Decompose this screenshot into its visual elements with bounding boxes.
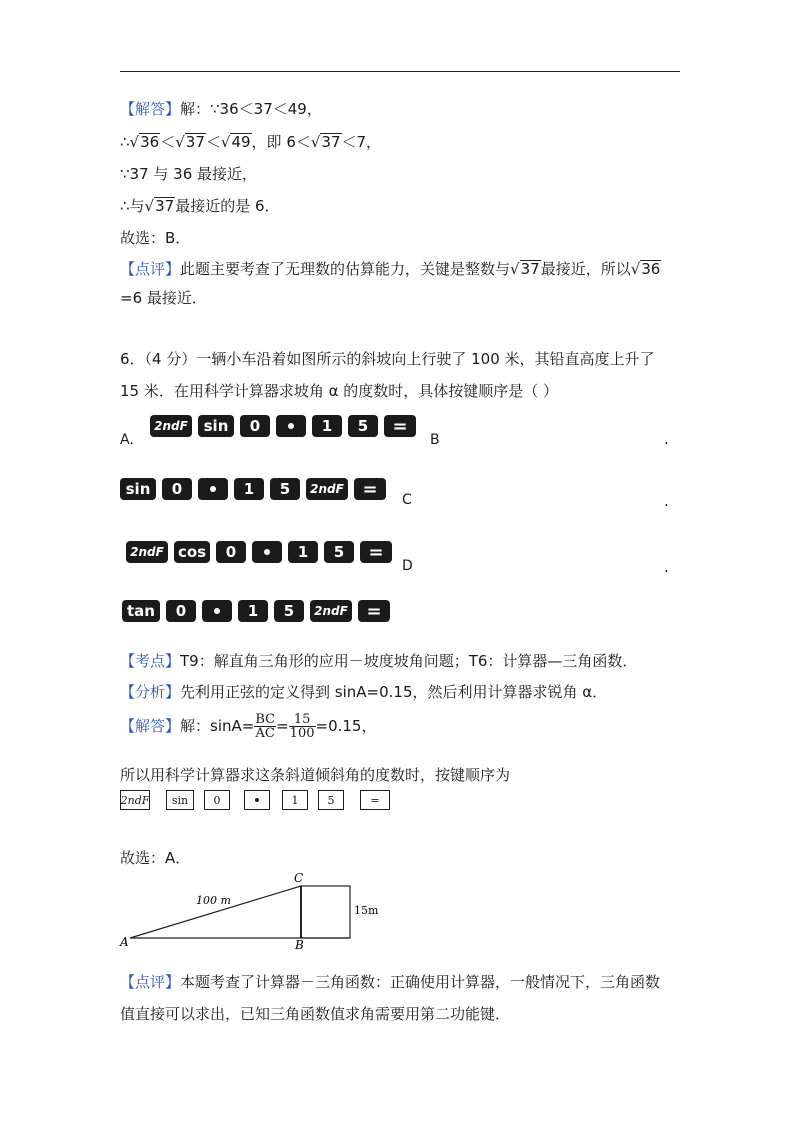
header-rule [120, 71, 680, 72]
key-0: 0 [216, 541, 246, 563]
comment-text: 本题考查了计算器－三角函数：正确使用计算器，一般情况下，三角函数 [180, 973, 661, 991]
key-0: 0 [240, 415, 270, 437]
answer-key-sequence [120, 790, 400, 810]
key-1: 1 [312, 415, 342, 437]
option-c-label: C [402, 492, 412, 508]
inline-text: ，即 6＜ [251, 133, 311, 151]
q6-stem-line2: 15 米．在用科学计算器求坡角 α 的度数时，具体按键顺序是（ ） [120, 382, 559, 400]
option-d-label: D [402, 558, 413, 574]
key-equals: = [358, 600, 390, 622]
comment-tag: 【点评】 [120, 973, 181, 991]
final-comment-line1 [120, 971, 660, 992]
fenxi-tag: 【分析】 [120, 683, 181, 701]
jieda-line [120, 713, 376, 740]
height-box [301, 886, 350, 938]
radicand: 37 [185, 133, 205, 151]
fraction-numerator: 15 [289, 713, 316, 727]
kaodian-tag: 【考点】 [120, 652, 181, 670]
key-5: 5 [318, 790, 344, 810]
jieda-text: 解：sinA= [180, 717, 255, 735]
key-2ndf: 2ndF [126, 541, 168, 563]
key-sin: sin [120, 478, 156, 500]
lt-symbol: ＜ [205, 133, 221, 151]
comment-text: 此题主要考查了无理数的估算能力，关键是整数与 [180, 260, 511, 278]
final-comment-line2: 值直接可以求出，已知三角函数值求角需要用第二功能键． [120, 1005, 511, 1023]
key-dot [252, 541, 282, 563]
therefore-symbol: ∴ [120, 133, 130, 151]
kaodian-text: T9：解直角三角形的应用－坡度坡角问题；T6：计算器—三角函数． [180, 652, 638, 670]
sequence-line: 所以用科学计算器求这条斜道倾斜角的度数时，按键顺序为 [120, 766, 511, 784]
fraction-denominator: 100 [289, 726, 315, 741]
key-0: 0 [204, 790, 230, 810]
key-dot [202, 600, 232, 622]
radicand: 37 [520, 260, 540, 278]
lt-symbol: ＜ [160, 133, 176, 151]
comment-text: 最接近，所以 [540, 260, 631, 278]
key-1: 1 [234, 478, 264, 500]
inline-text: ＜7， [341, 133, 382, 151]
key-5: 5 [324, 541, 354, 563]
key-1: 1 [282, 790, 308, 810]
fraction-bc-ac [254, 713, 276, 740]
key-sin: sin [198, 415, 234, 437]
period-mark: . [664, 558, 669, 576]
q5-answer-line2: ∴√36＜√37＜√49，即 6＜√37＜7， [120, 133, 382, 151]
answer-text: 解：∵36＜37＜49， [180, 100, 322, 118]
option-c-keys [126, 541, 398, 563]
option-b-label: B [430, 432, 440, 448]
key-equals: = [360, 790, 390, 810]
option-d-keys [122, 600, 396, 622]
key-equals: = [354, 478, 386, 500]
key-dot [276, 415, 306, 437]
period-mark: . [664, 430, 669, 448]
key-cos: cos [174, 541, 210, 563]
key-dot [198, 478, 228, 500]
radicand: 36 [641, 260, 661, 278]
key-2ndf: 2ndF [120, 790, 150, 810]
q5-answer-line3: ∵37 与 36 最接近， [120, 165, 258, 183]
key-5: 5 [270, 478, 300, 500]
option-a-keys [150, 415, 422, 437]
inline-text: ∴与 [120, 197, 145, 215]
q5-answer-line4: ∴与√37最接近的是 6． [120, 197, 280, 215]
key-tan: tan [122, 600, 160, 622]
radicand: 37 [155, 197, 175, 215]
key-1: 1 [238, 600, 268, 622]
key-sin: sin [166, 790, 194, 810]
radicand: 37 [321, 133, 341, 151]
fraction-denominator: AC [255, 726, 275, 741]
key-5: 5 [274, 600, 304, 622]
fraction-numerator: BC [255, 712, 276, 727]
jieda-tag: 【解答】 [120, 717, 181, 735]
equals-sign: = [276, 717, 289, 735]
option-b-keys [120, 478, 392, 500]
key-2ndf: 2ndF [306, 478, 348, 500]
period-mark: . [664, 492, 669, 510]
key-0: 0 [162, 478, 192, 500]
option-a-label: A. [120, 432, 134, 448]
jieda-text: =0.15， [315, 717, 377, 735]
radicand: 36 [140, 133, 160, 151]
label-a: A [120, 935, 129, 949]
kaodian-line [120, 650, 637, 671]
slope-figure [118, 868, 388, 952]
q5-comment-line2: =6 最接近． [120, 289, 207, 307]
fraction-15-100 [289, 713, 316, 740]
key-equals: = [360, 541, 392, 563]
q5-comment-line1: 【点评】此题主要考查了无理数的估算能力，关键是整数与√37最接近，所以√36 [120, 260, 661, 278]
key-2ndf: 2ndF [150, 415, 192, 437]
label-b: B [295, 938, 304, 952]
fenxi-text: 先利用正弦的定义得到 sinA=0.15，然后利用计算器求锐角 α． [180, 683, 608, 701]
label-length: 100 m [196, 894, 231, 907]
key-1: 1 [288, 541, 318, 563]
key-0: 0 [166, 600, 196, 622]
key-dot [244, 790, 270, 810]
radicand: 49 [231, 133, 251, 151]
label-c: C [294, 871, 304, 885]
inline-text: 最接近的是 6． [175, 197, 280, 215]
choose-line: 故选：A． [120, 849, 191, 867]
key-5: 5 [348, 415, 378, 437]
q5-answer-line1 [120, 98, 322, 119]
answer-tag: 【解答】 [120, 100, 181, 118]
label-height: 15m [354, 904, 379, 917]
fenxi-line [120, 681, 607, 702]
key-2ndf: 2ndF [310, 600, 352, 622]
key-equals: = [384, 415, 416, 437]
comment-tag: 【点评】 [120, 260, 181, 278]
q6-stem-line1: 6．（4 分）一辆小车沿着如图所示的斜坡向上行驶了 100 米，其铅直高度上升了 [120, 350, 655, 368]
q5-answer-line5: 故选：B． [120, 229, 191, 247]
